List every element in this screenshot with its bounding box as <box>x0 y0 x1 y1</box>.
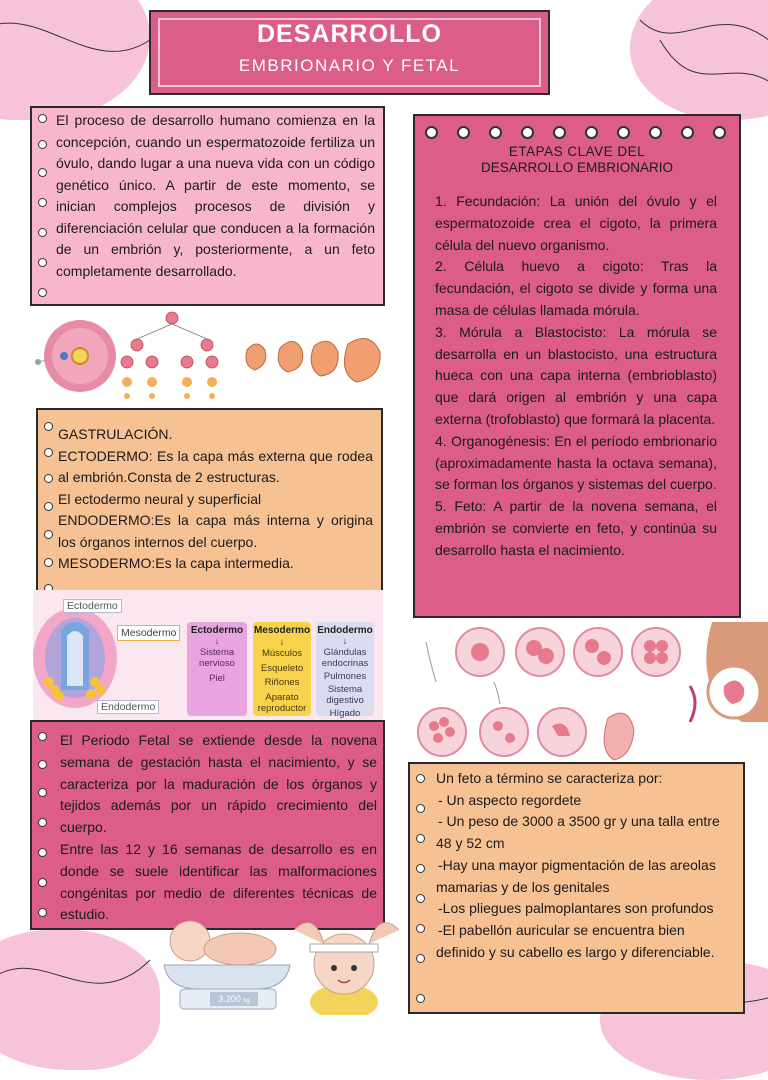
stages-list <box>435 191 717 562</box>
column-ectodermo-header: Ectodermo <box>190 625 244 636</box>
baby-on-scale-illustration <box>160 915 295 1010</box>
mesodermo-item: Esqueleto <box>260 662 304 674</box>
stage-item-2: 2. Célula huevo a cigoto: Tras la fecundación, el cigoto se divide y forma una masa de células llamada mórula. <box>435 258 717 318</box>
intro-card <box>30 106 385 306</box>
term-fetus-card <box>408 762 745 1014</box>
label-mesodermo: Mesodermo <box>117 625 180 641</box>
stage-item-4: 4. Organogénesis: En el período embrionario (aproximadamente hasta la octava semana), se forman los órganos y sistemas del cuerpo. <box>435 432 717 493</box>
fetal-period-paragraph-2: Entre las 12 y 16 semanas de desarrollo es en donde se suele identificar las malformaciones congénitas por medio de diferentes técnicas de estudio. <box>60 840 377 923</box>
column-ectodermo <box>187 622 247 716</box>
notebook-rings <box>416 764 426 1012</box>
fetal-period-card <box>30 720 385 930</box>
notebook-rings <box>44 410 54 591</box>
ectodermo-item: Sistema <box>199 647 235 658</box>
endodermo-item: endocrinas <box>321 658 369 669</box>
stages-card <box>413 114 741 618</box>
scale-reading: 3.200 <box>218 994 241 1004</box>
mesodermo-item: Músculos <box>261 648 303 659</box>
mesodermo-text: MESODERMO:Es la capa intermedia. <box>58 555 294 571</box>
term-fetus-text <box>436 768 735 963</box>
gastrulation-title: GASTRULACIÓN. <box>58 426 173 442</box>
term-fetus-item: -El pabellón auricular se encuentra bien definido y su cabello es largo y diferenciable. <box>436 921 715 960</box>
mesodermo-item: reproductor <box>257 703 307 714</box>
cell-division-illustration <box>412 622 768 772</box>
germ-layers-diagram <box>33 590 383 720</box>
term-fetus-item: - Un peso de 3000 a 3500 gr y una talla entre 48 y 52 cm <box>436 813 720 852</box>
gastrulation-text <box>58 424 373 575</box>
fetal-period-text <box>60 730 377 926</box>
term-fetus-item: -Los pliegues palmoplantares son profundos <box>438 900 714 917</box>
gastrulation-card <box>36 408 383 593</box>
fetal-period-paragraph-1: El Periodo Fetal se extiende desde la novena semana de gestación hasta el nacimiento, y se caracteriza por la maduración de los órganos y tejidos además por un rápido crecimiento del cuerpo. <box>60 732 377 836</box>
ectodermo-item: Piel <box>209 673 225 684</box>
notebook-rings <box>38 108 48 304</box>
intro-text: El proceso de desarrollo humano comienza en la concepción, cuando un espermatozoide fertiliza un óvulo, dando lugar a una nueva vida con un código genético único. A partir de este momento, se inician complejos procesos de división y diferenciación celular que conducen a la formación de un embrión y, posteriormente, a un feto completamente desarrollado. <box>56 112 375 279</box>
stage-item-1: 1. Fecundación: La unión del óvulo y el espermatozoide crea el cigoto, la primera célula del nuevo organismo. <box>435 193 717 253</box>
ectodermo-text: ECTODERMO: Es la capa más externa que rodea al embrión.Consta de 2 estructuras. <box>58 447 373 485</box>
endodermo-item: Sistema <box>327 684 363 695</box>
column-mesodermo-header: Mesodermo <box>253 625 311 636</box>
endodermo-item: digestivo <box>326 695 364 706</box>
endodermo-text: ENDODERMO:Es la capa más interna y origina los órganos internos del cuerpo. <box>58 512 373 550</box>
scale-unit: kg <box>243 998 250 1004</box>
scale-display <box>210 992 258 1006</box>
column-mesodermo <box>253 622 311 716</box>
term-fetus-item: - Un aspecto regordete <box>438 791 582 808</box>
stages-heading-line-1: ETAPAS CLAVE DEL <box>508 144 646 159</box>
term-fetus-intro: Un feto a término se caracteriza por: <box>436 770 663 786</box>
endodermo-item: Glándulas <box>323 647 367 658</box>
ectodermo-item: nervioso <box>199 658 235 669</box>
mesodermo-item: Aparato <box>265 691 299 703</box>
page-subtitle: EMBRIONARIO Y FETAL <box>238 56 461 75</box>
label-ectodermo: Ectodermo <box>63 599 122 613</box>
mesodermo-item: Riñones <box>264 677 300 688</box>
label-endodermo: Endodermo <box>97 700 159 714</box>
stages-heading-line-2: DESARROLLO EMBRIONARIO <box>480 160 674 175</box>
term-fetus-item: -Hay una mayor pigmentación de las areolas mamarias y de los genitales <box>436 856 716 895</box>
stage-item-5: 5. Feto: A partir de la novena semana, el embrión se convierte en feto, y continúa su desarrollo hasta el nacimiento. <box>435 498 717 558</box>
column-endodermo-header: Endodermo <box>317 625 373 636</box>
stage-item-3: 3. Mórula a Blastocisto: La mórula se desarrolla en un blastocisto, una estructura hueca con una capa interna (embrioblasto) que dará origen al embrión y una capa externa (trofoblasto) que formará la placenta. <box>435 323 717 427</box>
embryo-development-illustration <box>32 310 402 405</box>
column-ectodermo-arrow: ↓ <box>214 636 220 647</box>
endodermo-item: Hígado <box>329 708 361 719</box>
column-endodermo-arrow: ↓ <box>342 636 348 647</box>
ectodermo-structures: El ectodermo neural y superficial <box>58 490 262 507</box>
title-banner <box>149 10 550 95</box>
column-mesodermo-arrow: ↓ <box>279 636 285 648</box>
notebook-rings <box>38 722 48 928</box>
baby-measuring-illustration <box>294 910 399 1015</box>
column-endodermo <box>316 622 374 719</box>
page-title: DESARROLLO <box>257 20 442 48</box>
endodermo-item: Pulmones <box>323 671 367 682</box>
